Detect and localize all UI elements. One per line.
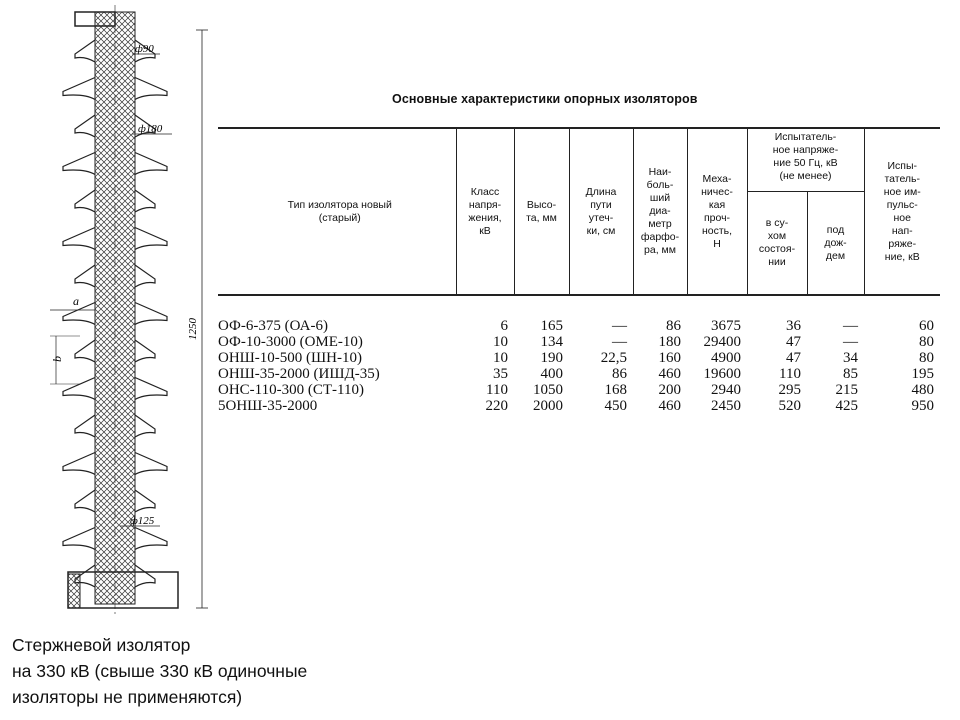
cell-dry: 36 [786, 318, 801, 334]
cell-strength: 2450 [711, 398, 741, 414]
cell-impulse: 80 [919, 350, 934, 366]
shed-right [135, 378, 167, 400]
cell-diameter: 460 [658, 398, 681, 414]
cell-strength: 4900 [711, 350, 741, 366]
cell-height: 1050 [533, 382, 563, 398]
cell-dry: 520 [778, 398, 801, 414]
shed-left [63, 78, 95, 100]
header-dry: в су- хом состоя- нии [747, 192, 807, 296]
shed-left [63, 528, 95, 550]
shed-right [135, 490, 155, 512]
cell-wet: — [843, 318, 858, 334]
cell-leakage: — [612, 318, 627, 334]
shed-left [75, 340, 95, 362]
cell-wet: 34 [843, 350, 858, 366]
shed-right [135, 228, 167, 250]
shed-left [63, 228, 95, 250]
header-height: Высо- та, мм [514, 128, 569, 295]
cell-leakage: 86 [612, 366, 627, 382]
table-row [218, 350, 940, 366]
cell-dry: 47 [786, 350, 801, 366]
cell-dry: 295 [778, 382, 801, 398]
cell-diameter: 160 [658, 350, 681, 366]
table-title: Основные характеристики опорных изоляторов [392, 92, 698, 106]
cell-wet: — [843, 334, 858, 350]
cell-leakage: 22,5 [600, 350, 627, 366]
table-row [218, 398, 940, 414]
shed-right [135, 153, 167, 175]
cell-type: ОФ-10-3000 (ОМЕ-10) [218, 334, 363, 350]
cell-diameter: 200 [658, 382, 681, 398]
cell-impulse: 950 [911, 398, 934, 414]
header-test-50hz: Испытатель- ное напряже- ние 50 Гц, кВ (не менее) [747, 128, 864, 192]
caption [12, 632, 412, 710]
shed-left [75, 415, 95, 437]
diameter-low-label: ф125 [130, 515, 155, 527]
cell-strength: 3675 [711, 318, 741, 334]
cell-impulse: 480 [911, 382, 934, 398]
cell-dry: 47 [786, 334, 801, 350]
shed-right [135, 78, 167, 100]
cell-voltage: 110 [486, 382, 508, 398]
cell-type: 5ОНШ-35-2000 [218, 398, 318, 414]
shed-right [135, 265, 155, 287]
insulator-drawing [20, 0, 220, 625]
cell-voltage: 220 [485, 398, 508, 414]
shed-left [75, 265, 95, 287]
shed-left [63, 378, 95, 400]
shed-left [75, 115, 95, 137]
shed-left [75, 490, 95, 512]
shed-left [63, 153, 95, 175]
table-row [218, 382, 940, 398]
shed-left [63, 303, 95, 325]
shed-right [135, 415, 155, 437]
dimension-b-label: b [50, 356, 64, 362]
cell-height: 134 [540, 334, 563, 350]
cell-type: ОНШ-35-2000 (ИШД-35) [218, 366, 380, 382]
caption-line-1: Стержневой изолятор [12, 635, 191, 655]
cell-type: ОНС-110-300 (СТ-110) [218, 382, 364, 398]
cell-impulse: 60 [919, 318, 934, 334]
cell-voltage: 10 [493, 350, 508, 366]
cell-strength: 2940 [711, 382, 741, 398]
caption-line-2: на 330 кВ (свыше 330 кВ одиночные [12, 661, 308, 681]
shed-right [135, 528, 167, 550]
cell-height: 165 [540, 318, 563, 334]
cell-dry: 110 [779, 366, 801, 382]
caption-line-3: изоляторы не применяются) [12, 687, 243, 707]
shed-right [135, 340, 155, 362]
bottom-flange-hatch [68, 574, 80, 608]
shed-right [135, 190, 155, 212]
header-diameter: Наи- боль- ший диа- метр фарфо- ра, мм [633, 128, 687, 295]
table-row [218, 366, 940, 382]
cell-wet: 215 [835, 382, 858, 398]
header-voltage-class: Класс напря- жения, кВ [456, 128, 514, 295]
header-leakage: Длина пути утеч- ки, см [569, 128, 633, 295]
cell-leakage: 450 [604, 398, 627, 414]
cell-strength: 19600 [703, 366, 741, 382]
cell-voltage: 6 [500, 318, 508, 334]
shed-left [75, 40, 95, 62]
cell-wet: 85 [843, 366, 858, 382]
header-strength: Меха- ничес- кая проч- ность, Н [687, 128, 747, 295]
insulator-spec-table [218, 127, 940, 414]
dimension-a-label: a [73, 294, 79, 308]
shed-right [135, 303, 167, 325]
cell-strength: 29400 [703, 334, 741, 350]
height-dimension-label: 1250 [187, 318, 199, 340]
table-row [218, 334, 940, 350]
header-impulse: Испы- татель- ное им- пульс- ное нап- ряже- ние, кВ [864, 128, 940, 295]
shed-left [75, 190, 95, 212]
cell-leakage: — [612, 334, 627, 350]
diameter-mid-label: ф180 [138, 123, 163, 135]
cell-leakage: 168 [604, 382, 627, 398]
cell-height: 190 [540, 350, 563, 366]
cell-impulse: 195 [911, 366, 934, 382]
cell-diameter: 86 [666, 318, 681, 334]
cell-voltage: 35 [493, 366, 508, 382]
table-row [218, 295, 940, 334]
cell-voltage: 10 [493, 334, 508, 350]
cell-type: ОФ-6-375 (ОА-6) [218, 318, 329, 334]
cell-height: 400 [540, 366, 563, 382]
cell-impulse: 80 [919, 334, 934, 350]
shed-right [135, 453, 167, 475]
cell-diameter: 180 [658, 334, 681, 350]
header-wet: под дож- дем [807, 192, 864, 296]
diameter-top-label: ф90 [135, 43, 154, 55]
cell-wet: 425 [835, 398, 858, 414]
cell-diameter: 460 [658, 366, 681, 382]
shed-right [135, 565, 155, 587]
cell-height: 2000 [533, 398, 563, 414]
cell-type: ОНШ-10-500 (ШН-10) [218, 350, 362, 366]
header-type: Тип изолятора новый (старый) [218, 128, 456, 295]
shed-left [63, 453, 95, 475]
